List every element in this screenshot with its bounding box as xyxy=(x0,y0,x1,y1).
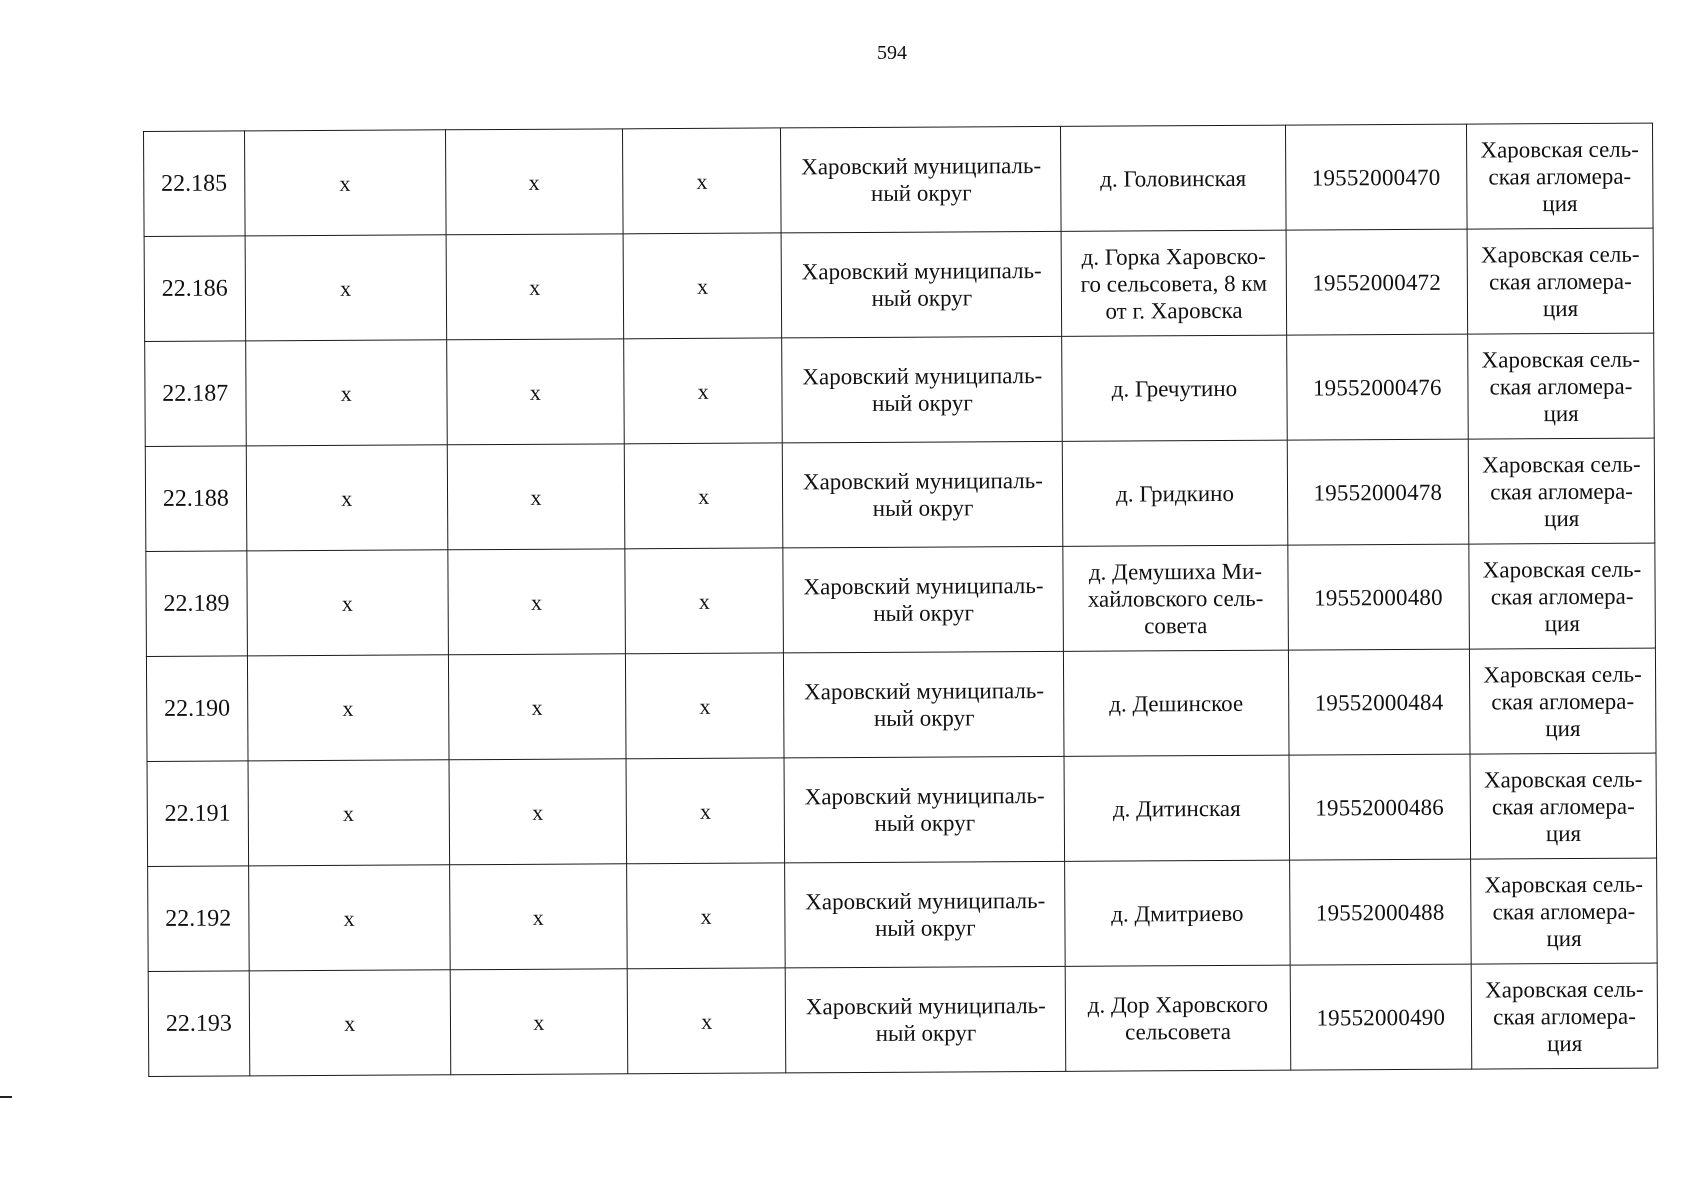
district-cell: Харовский муниципаль- ный округ xyxy=(782,231,1063,338)
page-number: 594 xyxy=(877,42,907,64)
table-row xyxy=(144,123,1654,236)
column-1-cell: х xyxy=(248,760,450,866)
oktmo-code-cell: 19552000484 xyxy=(1288,649,1470,755)
table-row xyxy=(148,858,1658,971)
oktmo-code-cell: 19552000488 xyxy=(1289,859,1471,965)
settlement-cell: д. Дитинская xyxy=(1064,755,1289,861)
settlements-table-wrapper xyxy=(143,123,1658,1077)
district-cell: Харовский муниципаль- ный округ xyxy=(783,441,1064,548)
column-1-cell: х xyxy=(247,655,449,761)
settlements-table xyxy=(143,123,1658,1077)
agglomeration-cell: Харовская сель- ская агломера- ция xyxy=(1471,858,1658,964)
oktmo-code-cell: 19552000480 xyxy=(1287,544,1469,650)
table-row xyxy=(147,753,1657,866)
table-row xyxy=(145,333,1655,446)
oktmo-code-cell: 19552000478 xyxy=(1287,439,1469,545)
settlement-cell: д. Головинская xyxy=(1061,125,1286,231)
district-cell: Харовский муниципаль- ный округ xyxy=(786,966,1067,1073)
row-number-cell: 22.192 xyxy=(148,866,249,972)
column-3-cell: х xyxy=(623,233,782,339)
row-number-cell: 22.193 xyxy=(148,971,249,1077)
column-2-cell: х xyxy=(448,654,626,760)
column-2-cell: х xyxy=(446,234,624,340)
column-3-cell: х xyxy=(624,338,783,444)
settlement-cell: д. Дешинское xyxy=(1064,650,1289,756)
oktmo-code-cell: 19552000472 xyxy=(1286,229,1468,335)
agglomeration-cell: Харовская сель- ская агломера- ция xyxy=(1469,648,1656,754)
column-3-cell: х xyxy=(627,863,786,969)
column-3-cell: х xyxy=(624,443,783,549)
table-row xyxy=(146,648,1656,761)
column-2-cell: х xyxy=(449,759,627,865)
row-number-cell: 22.190 xyxy=(146,656,247,762)
table-row xyxy=(144,228,1654,341)
column-2-cell: х xyxy=(450,969,628,1075)
table-body xyxy=(144,123,1658,1076)
settlement-cell: д. Дмитриево xyxy=(1065,860,1290,966)
agglomeration-cell: Харовская сель- ская агломера- ция xyxy=(1467,228,1654,334)
agglomeration-cell: Харовская сель- ская агломера- ция xyxy=(1471,963,1658,1069)
page-edge-mark xyxy=(0,1096,12,1098)
settlement-cell: д. Демушиха Ми- хайловского сель- совета xyxy=(1063,545,1288,651)
column-2-cell: х xyxy=(447,444,625,550)
row-number-cell: 22.188 xyxy=(145,446,246,552)
district-cell: Харовский муниципаль- ный округ xyxy=(782,336,1063,443)
district-cell: Харовский муниципаль- ный округ xyxy=(783,546,1064,653)
table-row xyxy=(145,438,1655,551)
row-number-cell: 22.187 xyxy=(145,341,246,447)
agglomeration-cell: Харовская сель- ская агломера- ция xyxy=(1468,333,1655,439)
settlement-cell: д. Гречутино xyxy=(1062,335,1287,441)
column-1-cell: х xyxy=(248,865,450,971)
row-number-cell: 22.191 xyxy=(147,761,248,867)
row-number-cell: 22.185 xyxy=(144,131,245,237)
district-cell: Харовский муниципаль- ный округ xyxy=(781,126,1062,233)
column-3-cell: х xyxy=(627,968,786,1074)
district-cell: Харовский муниципаль- ный округ xyxy=(785,861,1066,968)
settlement-cell: д. Горка Харовско- го сельсовета, 8 км от г. Харовска xyxy=(1061,230,1286,336)
column-3-cell: х xyxy=(626,758,785,864)
column-1-cell: х xyxy=(245,340,447,446)
column-1-cell: х xyxy=(245,235,447,341)
district-cell: Харовский муниципаль- ный округ xyxy=(784,756,1065,863)
agglomeration-cell: Харовская сель- ская агломера- ция xyxy=(1469,543,1656,649)
column-3-cell: х xyxy=(625,548,784,654)
column-1-cell: х xyxy=(249,970,451,1076)
oktmo-code-cell: 19552000476 xyxy=(1286,334,1468,440)
agglomeration-cell: Харовская сель- ская агломера- ция xyxy=(1467,123,1654,229)
settlement-cell: д. Гридкино xyxy=(1063,440,1288,546)
column-2-cell: х xyxy=(449,864,627,970)
column-3-cell: х xyxy=(625,653,784,759)
column-1-cell: х xyxy=(246,445,448,551)
oktmo-code-cell: 19552000470 xyxy=(1285,124,1467,230)
settlement-cell: д. Дор Харовского сельсовета xyxy=(1066,965,1291,1071)
row-number-cell: 22.189 xyxy=(146,551,247,657)
agglomeration-cell: Харовская сель- ская агломера- ция xyxy=(1470,753,1657,859)
row-number-cell: 22.186 xyxy=(144,236,245,342)
column-1-cell: х xyxy=(244,130,446,236)
oktmo-code-cell: 19552000490 xyxy=(1290,964,1472,1070)
column-1-cell: х xyxy=(246,550,448,656)
column-2-cell: х xyxy=(446,339,624,445)
agglomeration-cell: Харовская сель- ская агломера- ция xyxy=(1468,438,1655,544)
district-cell: Харовский муниципаль- ный округ xyxy=(784,651,1065,758)
table-row xyxy=(148,963,1658,1076)
table-row xyxy=(146,543,1656,656)
column-2-cell: х xyxy=(448,549,626,655)
column-2-cell: х xyxy=(445,129,623,235)
column-3-cell: х xyxy=(622,128,781,234)
oktmo-code-cell: 19552000486 xyxy=(1289,754,1471,860)
